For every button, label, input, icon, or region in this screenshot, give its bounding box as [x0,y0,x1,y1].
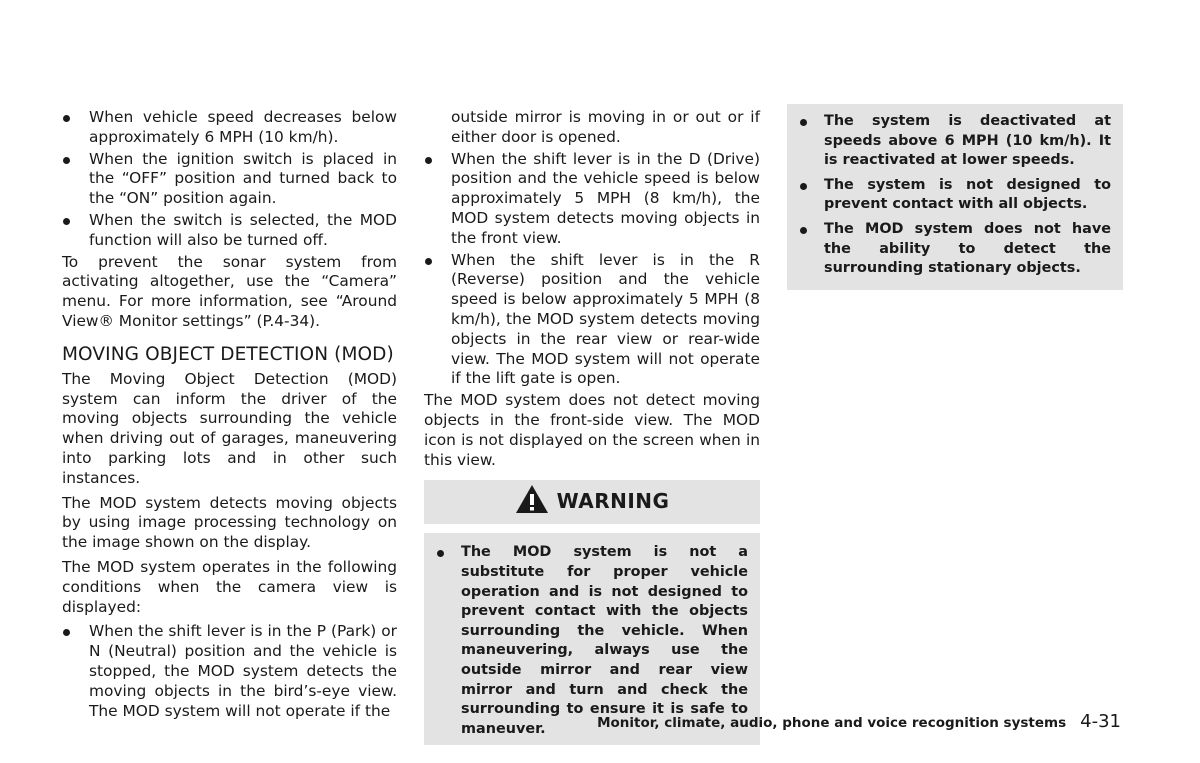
bullet-list [436,543,748,739]
list-item: When the shift lever is in the R (Reverse) position and the vehicle speed is below approximately 5 MPH (8 km/h), the MOD system detects moving objects in the rear view or rear-wide view. The MOD system will not operate if the lift gate is open. [424,251,760,390]
paragraph: The MOD system detects moving objects by using image processing technology on the image shown on the display. [62,493,397,552]
list-item: When the ignition switch is placed in the “OFF” position and turned back to the “ON” position again. [62,150,397,209]
paragraph: To prevent the sonar system from activating altogether, use the “Camera” menu. For more information, see “Around View® Monitor settings” (P.4-34). [62,252,397,330]
list-item: When vehicle speed decreases below approximately 6 MPH (10 km/h). [62,108,397,148]
column-2 [424,108,760,745]
list-item: The system is deactivated at speeds above 6 MPH (10 km/h). It is reactivated at lower speeds. [799,112,1111,171]
page-number: 4-31 [1080,711,1121,732]
section-heading: MOVING OBJECT DETECTION (MOD) [62,343,394,365]
note-box [787,104,1123,290]
paragraph: The MOD system operates in the following conditions when the camera view is displayed: [62,557,397,616]
warning-title: WARNING [556,489,670,514]
bullet-list [424,150,760,390]
list-item: The system is not designed to prevent contact with all objects. [799,176,1111,215]
bullet-list [62,108,397,251]
list-item: The MOD system does not have the ability to detect the surrounding stationary objects. [799,220,1111,279]
paragraph: The Moving Object Detection (MOD) system can inform the driver of the moving objects surrounding the vehicle when driving out of garages, maneuvering into parking lots and in other such instances. [62,369,397,487]
list-item: When the shift lever is in the D (Drive) position and the vehicle speed is below approximately 5 MPH (8 km/h), the MOD system detects moving objects in the front view. [424,150,760,249]
warning-triangle-icon [515,484,549,520]
column-3 [787,104,1123,290]
bullet-list [62,622,397,721]
page-footer [597,711,1121,732]
warning-header [424,480,760,524]
list-item: The MOD system is not a substitute for proper vehicle operation and is not designed to prevent contact with the objects surrounding the vehicle. When maneuvering, always use the outside mirror and rear view mirror and turn and check the surrounding to ensure it is safe to maneuver. [436,543,748,739]
continued-text: outside mirror is moving in or out or if either door is opened. [451,108,760,146]
list-item: When the switch is selected, the MOD function will also be turned off. [62,211,397,251]
paragraph: The MOD system does not detect moving objects in the front-side view. The MOD icon is not displayed on the screen when in this view. [424,391,760,469]
footer-section-title: Monitor, climate, audio, phone and voice recognition systems [597,715,1067,731]
bullet-list [799,112,1111,279]
column-1 [62,108,397,723]
list-item: When the shift lever is in the P (Park) or N (Neutral) position and the vehicle is stopped, the MOD system detects the moving objects in the bird’s-eye view. The MOD system will not operate if the [62,622,397,721]
